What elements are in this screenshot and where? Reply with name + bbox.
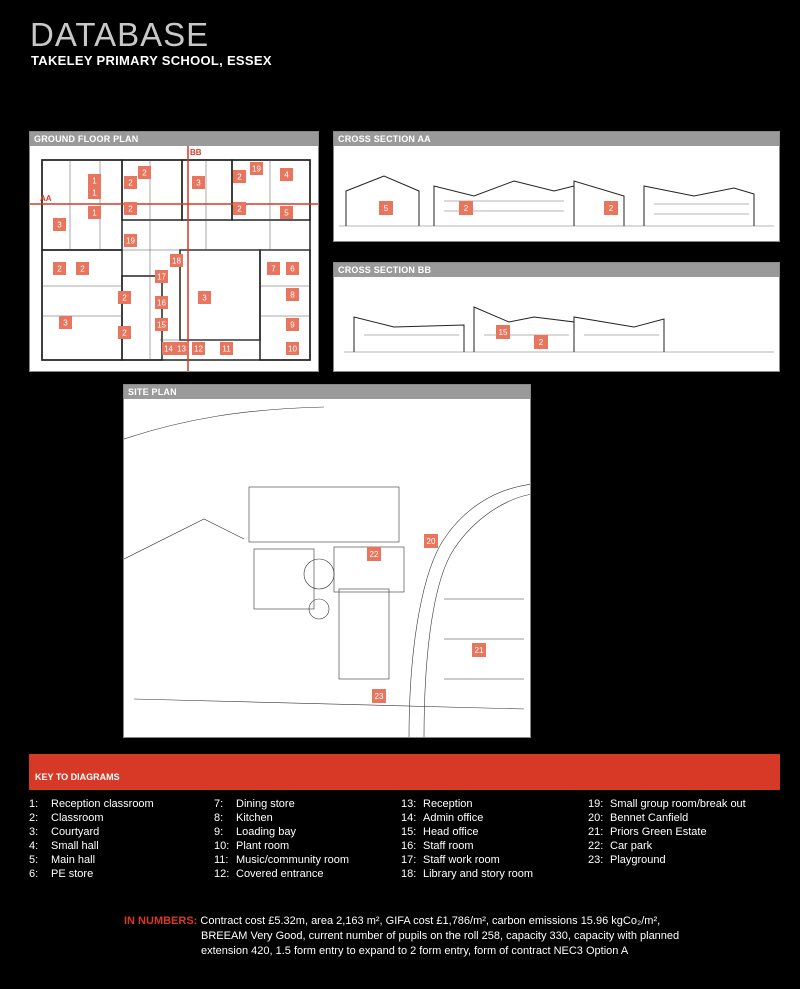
room-label: 18 (172, 256, 181, 266)
key-item-label: Head office (423, 826, 479, 838)
room-label: 8 (290, 290, 295, 300)
room-label: 3 (57, 220, 62, 230)
room-label: 3 (63, 318, 68, 328)
key-item-label: Reception (423, 798, 473, 810)
room-label: 3 (202, 293, 207, 303)
key-item (401, 839, 533, 853)
key-item-number: 9: (214, 826, 224, 838)
cross-section-bb-title: CROSS SECTION BB (334, 263, 779, 277)
room-label: 6 (290, 264, 295, 274)
key-item (29, 867, 154, 881)
room-label: 16 (157, 298, 166, 308)
key-item-number: 18: (401, 868, 417, 880)
key-header-bar (29, 754, 780, 790)
key-item-label: Dining store (236, 798, 295, 810)
cross-section-bb-drawing (334, 277, 780, 372)
cross-section-aa-drawing (334, 146, 780, 242)
section-marker-aa: AA (40, 194, 52, 203)
cross-section-aa-title: CROSS SECTION AA (334, 132, 779, 146)
site-plan-drawing (124, 399, 531, 738)
room-label: 19 (126, 236, 135, 246)
cross-section-aa-panel (333, 131, 780, 242)
key-item-number: 5: (29, 854, 39, 866)
key-item-number: 8: (214, 812, 224, 824)
key-item-number: 22: (588, 840, 604, 852)
key-item (214, 825, 349, 839)
room-label: 1 (92, 176, 97, 186)
key-item-number: 13: (401, 798, 417, 810)
room-label: 9 (290, 320, 295, 330)
key-item-label: Main hall (51, 854, 96, 866)
room-label: 15 (498, 328, 508, 337)
room-label: 2 (142, 168, 147, 178)
room-label: 17 (157, 272, 166, 282)
key-item (588, 811, 746, 825)
room-label: 4 (284, 170, 289, 180)
key-item-label: Playground (610, 854, 666, 866)
room-label: 2 (57, 264, 62, 274)
key-item (214, 797, 349, 811)
room-label: 14 (164, 344, 173, 354)
room-label: 2 (463, 204, 469, 213)
in-numbers-block (124, 914, 764, 959)
in-numbers-line-1: Contract cost £5.32m, area 2,163 m², GIFA cost £1,786/m², carbon emissions 15.96 kgCo₂/m², (200, 915, 661, 927)
key-item-label: Staff work room (423, 854, 500, 866)
room-label: 15 (157, 320, 166, 330)
ground-floor-plan-title: GROUND FLOOR PLAN (30, 132, 318, 146)
key-item-number: 19: (588, 798, 604, 810)
key-column-3 (401, 797, 533, 881)
key-item-label: Plant room (236, 840, 290, 852)
key-item-number: 20: (588, 812, 604, 824)
page-subtitle: TAKELEY PRIMARY SCHOOL, ESSEX (31, 53, 272, 68)
room-label: 2 (128, 178, 133, 188)
key-item-label: Reception classroom (51, 798, 154, 810)
key-item-label: Covered entrance (236, 868, 324, 880)
key-item-number: 23: (588, 854, 604, 866)
room-label: 22 (369, 550, 379, 559)
room-label: 10 (288, 344, 297, 354)
key-item-number: 7: (214, 798, 224, 810)
room-label: 1 (92, 188, 97, 198)
key-item-label: Library and story room (423, 868, 534, 880)
room-label: 19 (252, 164, 261, 174)
in-numbers-line-2: BREEAM Very Good, current number of pupils on the roll 258, capacity 330, capacity with planned (201, 930, 680, 942)
key-item (401, 797, 533, 811)
key-title: KEY TO DIAGRAMS (35, 772, 120, 782)
key-column-1 (29, 797, 154, 881)
key-item (401, 867, 533, 881)
key-item-number: 17: (401, 854, 417, 866)
key-item-number: 14: (401, 812, 417, 824)
key-item-label: Kitchen (236, 812, 273, 824)
section-marker-bb: BB (190, 148, 202, 157)
key-item (401, 811, 533, 825)
key-item (214, 839, 349, 853)
room-label: 12 (194, 344, 203, 354)
room-label: 11 (222, 344, 231, 354)
key-item-label: Car park (610, 840, 653, 852)
key-item-number: 16: (401, 840, 417, 852)
room-label: 23 (374, 692, 384, 701)
key-item-label: Staff room (423, 840, 474, 852)
key-item (29, 811, 154, 825)
key-item-number: 4: (29, 840, 39, 852)
page-title: DATABASE (30, 16, 210, 53)
ground-floor-plan-panel (29, 131, 319, 372)
in-numbers-line-3: extension 420, 1.5 form entry to expand to 2 form entry, form of contract NEC3 Option A (201, 945, 629, 957)
key-item (588, 839, 746, 853)
key-item-number: 1: (29, 798, 39, 810)
key-item (29, 825, 154, 839)
room-label: 21 (474, 646, 484, 655)
key-item-number: 15: (401, 826, 417, 838)
key-item (29, 797, 154, 811)
key-item-number: 12: (214, 868, 230, 880)
key-item-label: Admin office (423, 812, 484, 824)
key-item (588, 797, 746, 811)
site-plan-title: SITE PLAN (124, 385, 530, 399)
key-item-number: 6: (29, 868, 39, 880)
ground-floor-plan-drawing (30, 146, 319, 372)
key-item (214, 867, 349, 881)
room-label: 5 (284, 208, 289, 218)
key-item-number: 2: (29, 812, 39, 824)
key-item-number: 21: (588, 826, 604, 838)
key-item-label: Courtyard (51, 826, 100, 838)
site-plan-panel (123, 384, 531, 738)
room-label: 20 (426, 537, 436, 546)
room-label: 13 (177, 344, 186, 354)
key-item (401, 853, 533, 867)
room-label: 3 (196, 178, 201, 188)
room-label: 2 (237, 204, 242, 214)
key-item-number: 3: (29, 826, 39, 838)
room-label: 2 (608, 204, 614, 213)
in-numbers-lead: IN NUMBERS: (124, 915, 198, 927)
key-item (588, 825, 746, 839)
cross-section-bb-panel (333, 262, 780, 372)
key-item (401, 825, 533, 839)
room-label: 2 (128, 204, 133, 214)
room-label: 2 (538, 338, 544, 347)
room-label: 7 (271, 264, 276, 274)
key-column-2 (214, 797, 349, 881)
key-item-label: Priors Green Estate (610, 826, 707, 838)
key-item (29, 839, 154, 853)
key-item-label: Music/community room (236, 854, 350, 866)
key-item-label: Bennet Canfield (610, 812, 689, 824)
key-item-number: 11: (214, 854, 229, 866)
key-item (214, 811, 349, 825)
key-item-label: Classroom (51, 812, 104, 824)
room-label: 2 (237, 172, 242, 182)
key-item (29, 853, 154, 867)
room-label: 2 (122, 293, 127, 303)
key-item (588, 853, 746, 867)
key-item-label: Small hall (51, 840, 99, 852)
key-item-number: 10: (214, 840, 230, 852)
room-label: 2 (122, 328, 127, 338)
room-label: 1 (92, 208, 97, 218)
key-item-label: Loading bay (236, 826, 296, 838)
key-item-label: Small group room/break out (610, 798, 746, 810)
key-item-label: PE store (51, 868, 94, 880)
room-label: 2 (80, 264, 85, 274)
room-label: 5 (383, 204, 389, 213)
key-item (214, 853, 349, 867)
key-column-4 (588, 797, 746, 867)
